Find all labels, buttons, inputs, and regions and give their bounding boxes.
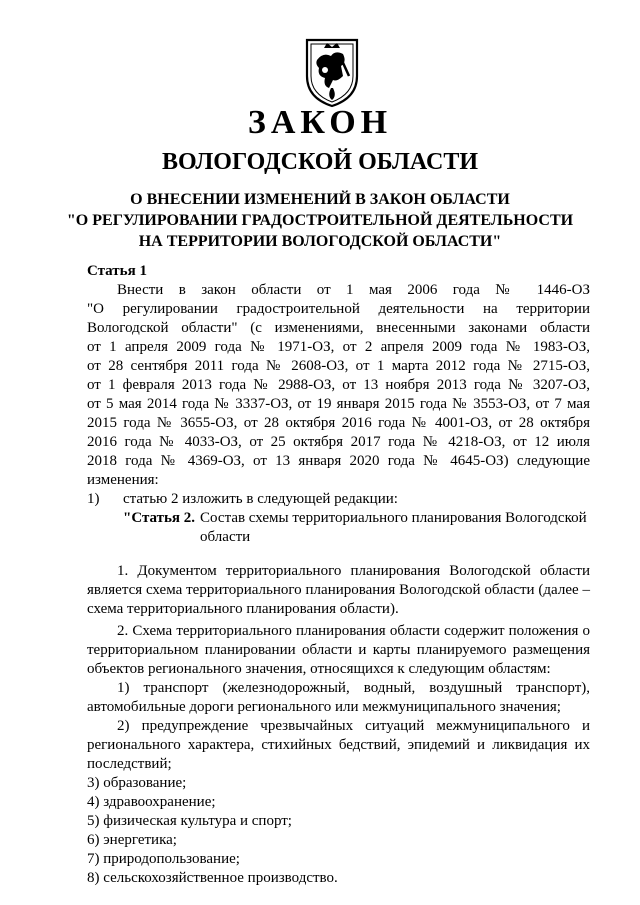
article-2-heading <box>123 509 590 547</box>
intro-line: от 5 мая 2014 года № 3337-ОЗ, от 19 января 2015 года № 3553-ОЗ, от 7 мая <box>87 396 590 412</box>
item-text: статью 2 изложить в следующей редакции: <box>123 491 398 507</box>
intro-line: от 28 сентября 2011 года № 2608-ОЗ, от 1 марта 2012 года № 2715-ОЗ, <box>87 358 590 374</box>
intro-line: 2015 года № 3655-ОЗ, от 28 октября 2016 года № 4001-ОЗ, от 28 октября <box>87 415 590 431</box>
article-2-label: "Статья 2. <box>123 510 196 526</box>
list-item: 6) энергетика; <box>87 832 177 848</box>
list-item: 5) физическая культура и спорт; <box>87 813 292 829</box>
list-item: 8) сельскохозяйственное производство. <box>87 870 338 886</box>
intro-line: 2016 года № 4033-ОЗ, от 25 октября 2017 года № 4218-ОЗ, от 12 июля <box>87 434 590 450</box>
list-item: 3) образование; <box>87 775 187 791</box>
intro-line: Внести в закон области от 1 мая 2006 года № 1446-ОЗ <box>117 282 590 298</box>
law-subtitle <box>0 189 640 252</box>
law-title: ЗАКОН <box>247 104 393 141</box>
intro-line: Вологодской области" (с изменениями, внесенными законами области <box>87 320 590 336</box>
intro-line: изменения: <box>87 472 159 488</box>
region-title: ВОЛОГОДСКОЙ ОБЛАСТИ <box>161 149 479 175</box>
article-1-heading: Статья 1 <box>87 263 147 279</box>
amendment-item <box>87 490 590 509</box>
item-number: 1) <box>87 491 100 507</box>
intro-line: от 1 февраля 2013 года № 2988-ОЗ, от 13 ноября 2013 года № 3207-ОЗ, <box>87 377 590 393</box>
coat-of-arms-icon <box>303 36 361 108</box>
subtitle-line: О ВНЕСЕНИИ ИЗМЕНЕНИЙ В ЗАКОН ОБЛАСТИ <box>130 191 510 208</box>
sub-item-1: 1) транспорт (железнодорожный, водный, воздушный транспорт), автомобильные дороги регионального или межмуниципального значения; <box>87 680 590 715</box>
law-body <box>87 262 590 888</box>
paragraph-2: 2. Схема территориального планирования области содержит положения о территориальном планировании области и карты планируемого размещения объектов регионального значения, относящихся к следующим областям: <box>87 623 590 677</box>
intro-line: 2018 года № 4369-ОЗ, от 13 января 2020 года № 4645-ОЗ) следующие <box>87 453 590 469</box>
intro-line: от 1 апреля 2009 года № 1971-ОЗ, от 2 апреля 2009 года № 1983-ОЗ, <box>87 339 590 355</box>
list-item: 4) здравоохранение; <box>87 794 216 810</box>
subtitle-line: НА ТЕРРИТОРИИ ВОЛОГОДСКОЙ ОБЛАСТИ" <box>138 233 502 250</box>
paragraph-1: 1. Документом территориального планирования Вологодской области является схема территориального планирования Вологодской области (далее – схема территориального планирования области). <box>87 563 590 617</box>
sub-item-2: 2) предупреждение чрезвычайных ситуаций межмуниципального и регионального характера, стихийных бедствий, эпидемий и ликвидация их последствий; <box>87 718 590 772</box>
article-2-title: Состав схемы территориального планирования Вологодской области <box>200 510 587 545</box>
intro-line: "О регулировании градостроительной деятельности на территории <box>87 301 590 317</box>
intro-paragraph <box>87 281 590 490</box>
list-item: 7) природопользование; <box>87 851 240 867</box>
subtitle-line: "О РЕГУЛИРОВАНИИ ГРАДОСТРОИТЕЛЬНОЙ ДЕЯТЕЛЬНОСТИ <box>66 212 574 229</box>
